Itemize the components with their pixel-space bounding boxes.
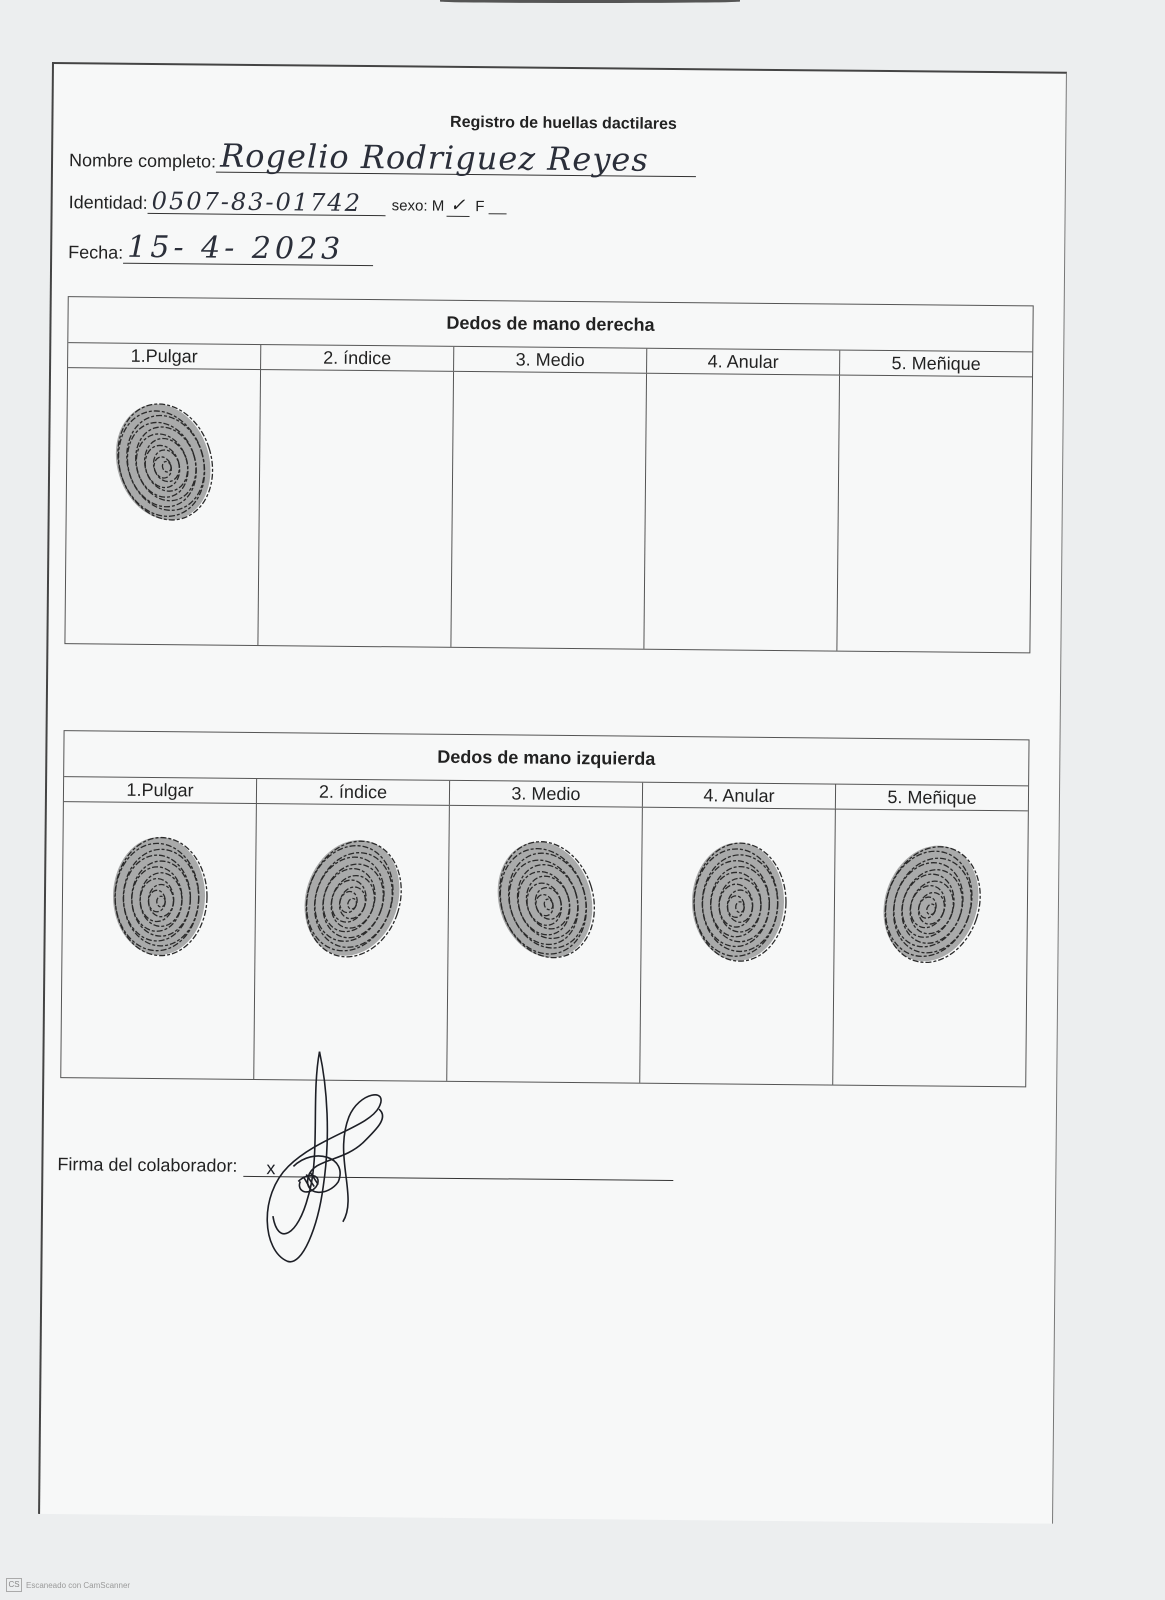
right-hand-title: Dedos de mano derecha bbox=[68, 297, 1032, 352]
camscanner-text: Escaneado con CamScanner bbox=[26, 1580, 131, 1590]
left-finger-header: 3. Medio bbox=[450, 781, 643, 807]
left-middle-cell bbox=[447, 806, 643, 1083]
right-hand-table bbox=[64, 296, 1033, 653]
left-finger-header: 2. índice bbox=[257, 779, 450, 805]
camscanner-badge: CS bbox=[6, 1578, 22, 1592]
right-finger-header: 4. Anular bbox=[647, 349, 840, 375]
left-finger-header: 4. Anular bbox=[643, 783, 836, 809]
date-label: Fecha: bbox=[68, 242, 124, 263]
date-value: 15- 4- 2023 bbox=[123, 233, 373, 266]
scan-edge bbox=[440, 0, 740, 3]
document-page bbox=[38, 62, 1067, 1524]
sex-f-blank bbox=[488, 212, 506, 214]
id-label: Identidad: bbox=[68, 192, 148, 213]
right-hand-cells bbox=[65, 368, 1032, 652]
left-hand-title: Dedos de mano izquierda bbox=[64, 731, 1028, 786]
fingerprint-impression bbox=[96, 385, 230, 539]
date-field bbox=[68, 229, 373, 267]
name-field bbox=[69, 138, 696, 177]
left-hand-table bbox=[60, 730, 1029, 1087]
left-ring-cell bbox=[640, 808, 836, 1085]
left-hand-cells bbox=[61, 802, 1028, 1086]
sex-mark: ✓ bbox=[446, 195, 469, 217]
fingerprint-impression bbox=[687, 836, 788, 967]
signature-scribble bbox=[247, 1046, 429, 1278]
name-value: Rogelio Rodriguez Reyes bbox=[216, 140, 696, 178]
left-index-cell bbox=[254, 804, 450, 1081]
fingerprint-impression bbox=[284, 820, 420, 975]
sex-label: sexo: M bbox=[391, 197, 445, 215]
left-pinky-cell bbox=[833, 810, 1028, 1087]
id-value: 0507-83-01742 bbox=[148, 189, 386, 216]
fingerprint-impression bbox=[108, 831, 209, 962]
left-finger-header: 5. Meñique bbox=[887, 787, 977, 808]
right-finger-header: 1.Pulgar bbox=[68, 343, 261, 369]
right-pinky-cell bbox=[837, 376, 1032, 653]
name-label: Nombre completo: bbox=[68, 150, 217, 172]
right-finger-header: 2. índice bbox=[261, 345, 454, 371]
signature-label: Firma del colaborador: bbox=[57, 1154, 238, 1176]
sex-f-label: F bbox=[475, 198, 485, 216]
document-title: Registro de huellas dactilares bbox=[449, 113, 677, 134]
fingerprint-impression bbox=[863, 826, 999, 981]
fingerprint-impression bbox=[478, 823, 612, 977]
right-finger-header: 5. Meñique bbox=[891, 353, 981, 374]
right-thumb-cell bbox=[65, 368, 261, 645]
right-index-cell bbox=[258, 370, 454, 647]
signature-x-mark: x bbox=[266, 1158, 276, 1179]
left-finger-header: 1.Pulgar bbox=[64, 777, 257, 803]
right-middle-cell bbox=[451, 372, 647, 649]
right-finger-header: 3. Medio bbox=[454, 347, 647, 373]
right-ring-cell bbox=[644, 374, 840, 651]
camscanner-watermark bbox=[6, 1578, 130, 1592]
left-thumb-cell bbox=[61, 802, 257, 1079]
id-field bbox=[69, 188, 507, 217]
